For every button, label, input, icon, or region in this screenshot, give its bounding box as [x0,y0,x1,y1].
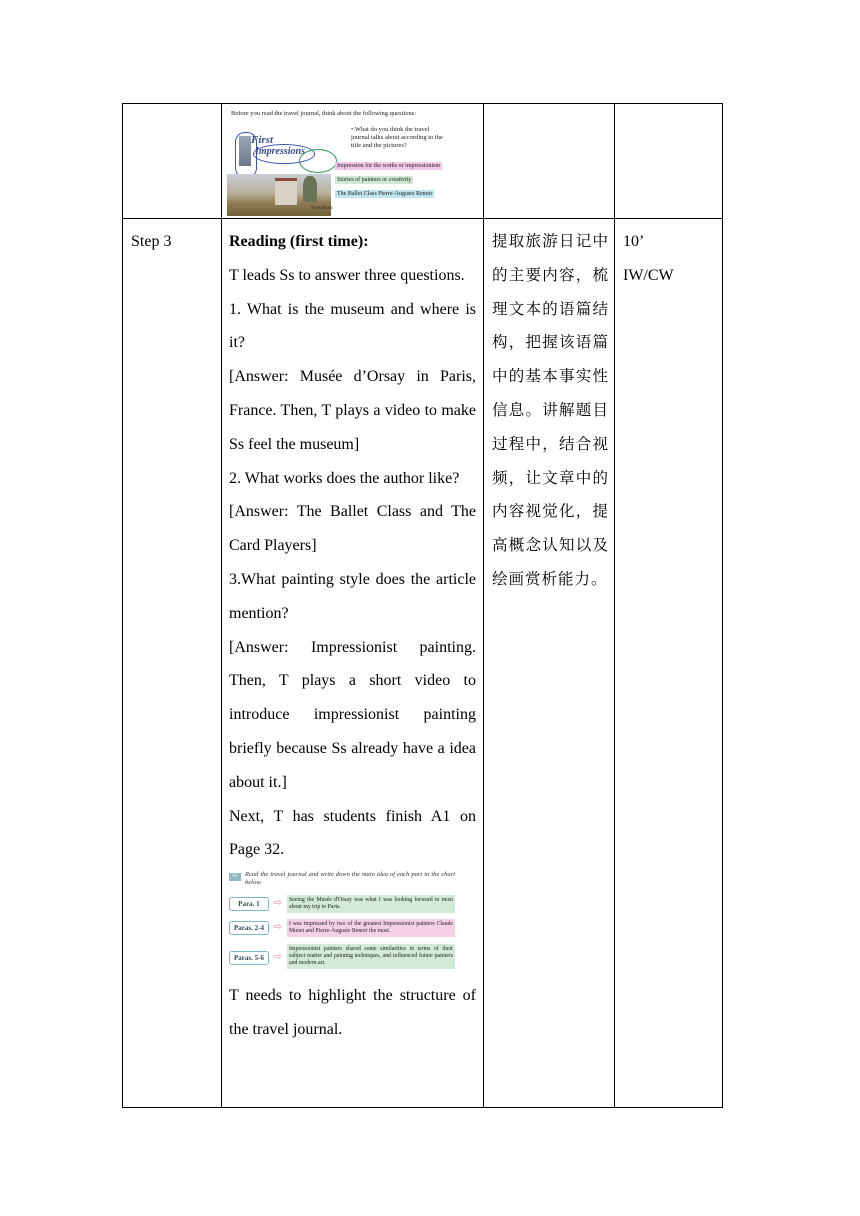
a1-para-label: Para. 1 [229,897,269,911]
slide-title-impressions: Impressions [255,146,306,157]
painting-house-shape [275,178,297,205]
dancer-figure-image [239,136,251,166]
a1-main-idea: Impressionist painters shared some similarities in terms of their subject matter and painting techniques, and influenced future painters and modern art. [287,944,455,969]
step-label: Step 3 [131,233,172,250]
time-cell-empty [615,104,723,219]
arrow-right-icon: ⇨ [273,921,283,934]
procedure-paragraph: 1. What is the museum and where is it? [229,300,476,352]
time-cell [615,219,723,1108]
purpose-cell [484,219,615,1108]
a1-instruction: Read the travel journal and write down the main idea of each part in the chart below. [245,871,455,887]
slide-tag: The Ballet Class Pierre-Auguste Renoir [337,191,433,197]
step-cell-empty [123,104,222,219]
slide-header: Before you read the travel journal, think about the following questions: [231,110,417,117]
slide-tag: Stories of painters or creativity [337,177,412,183]
time-value: 10’ [623,233,645,250]
table-row [123,104,723,219]
painting-tree-shape [303,176,317,202]
a1-main-idea: Seeing the Musée d'Orsay was what I was looking forward to most about my trip to Paris. [287,895,455,913]
table-row [123,219,723,1108]
purpose-text: 提取旅游日记中的主要内容，梳理文本的语篇结构，把握该语篇中的基本事实性信息。讲解题目过程中，结合视频，让文章中的内容视觉化，提高概念认知以及绘画赏析能力。 [492,232,609,588]
procedure-cell [222,219,484,1108]
procedure-paragraph: [Answer: Impressionist painting. Then, T plays a short video to introduce impressionist painting briefly because Ss already have a idea about it.] [229,638,476,791]
procedure-paragraph: Next, T has students finish A1 on Page 32. [229,807,476,859]
procedure-text [222,219,483,1047]
purpose-cell-empty [484,104,615,219]
step-cell [123,219,222,1108]
lesson-plan-table [122,103,723,1108]
a1-exercise-image [229,871,455,973]
a1-badge: A1 [229,873,241,881]
a1-para-label: Paras. 2-4 [229,921,269,935]
procedure-heading: Reading (first time): [229,233,369,250]
procedure-paragraph: 3.What painting style does the article mention? [229,570,476,622]
procedure-paragraph: T needs to highlight the structure of the travel journal. [229,987,476,1038]
slide-title-first: First [251,134,274,146]
painting-caption: Nenuphars [311,206,333,211]
slide-question: • What do you think the travel journal talks about according to the title and the pictures? [351,126,443,149]
procedure-paragraph: T leads Ss to answer three questions. [229,266,465,284]
procedure-paragraph: [Answer: The Ballet Class and The Card Players] [229,503,476,555]
first-impressions-slide [227,106,447,216]
a1-main-idea: I was impressed by two of the greatest Impressionist painters Claude Monet and Pierre-Auguste Renoir the most. [287,919,455,937]
arrow-right-icon: ⇨ [273,951,283,964]
arrow-right-icon: ⇨ [273,897,283,910]
procedure-paragraph: [Answer: Musée d’Orsay in Paris, France. Then, T plays a video to make Ss feel the museum] [229,368,476,453]
a1-para-label: Paras. 5-6 [229,951,269,965]
slide-tag: Impression for the works or impressionism [337,163,441,169]
activity-mode: IW/CW [623,266,674,284]
slide-cell [222,104,484,219]
procedure-paragraph: 2. What works does the author like? [229,469,460,487]
